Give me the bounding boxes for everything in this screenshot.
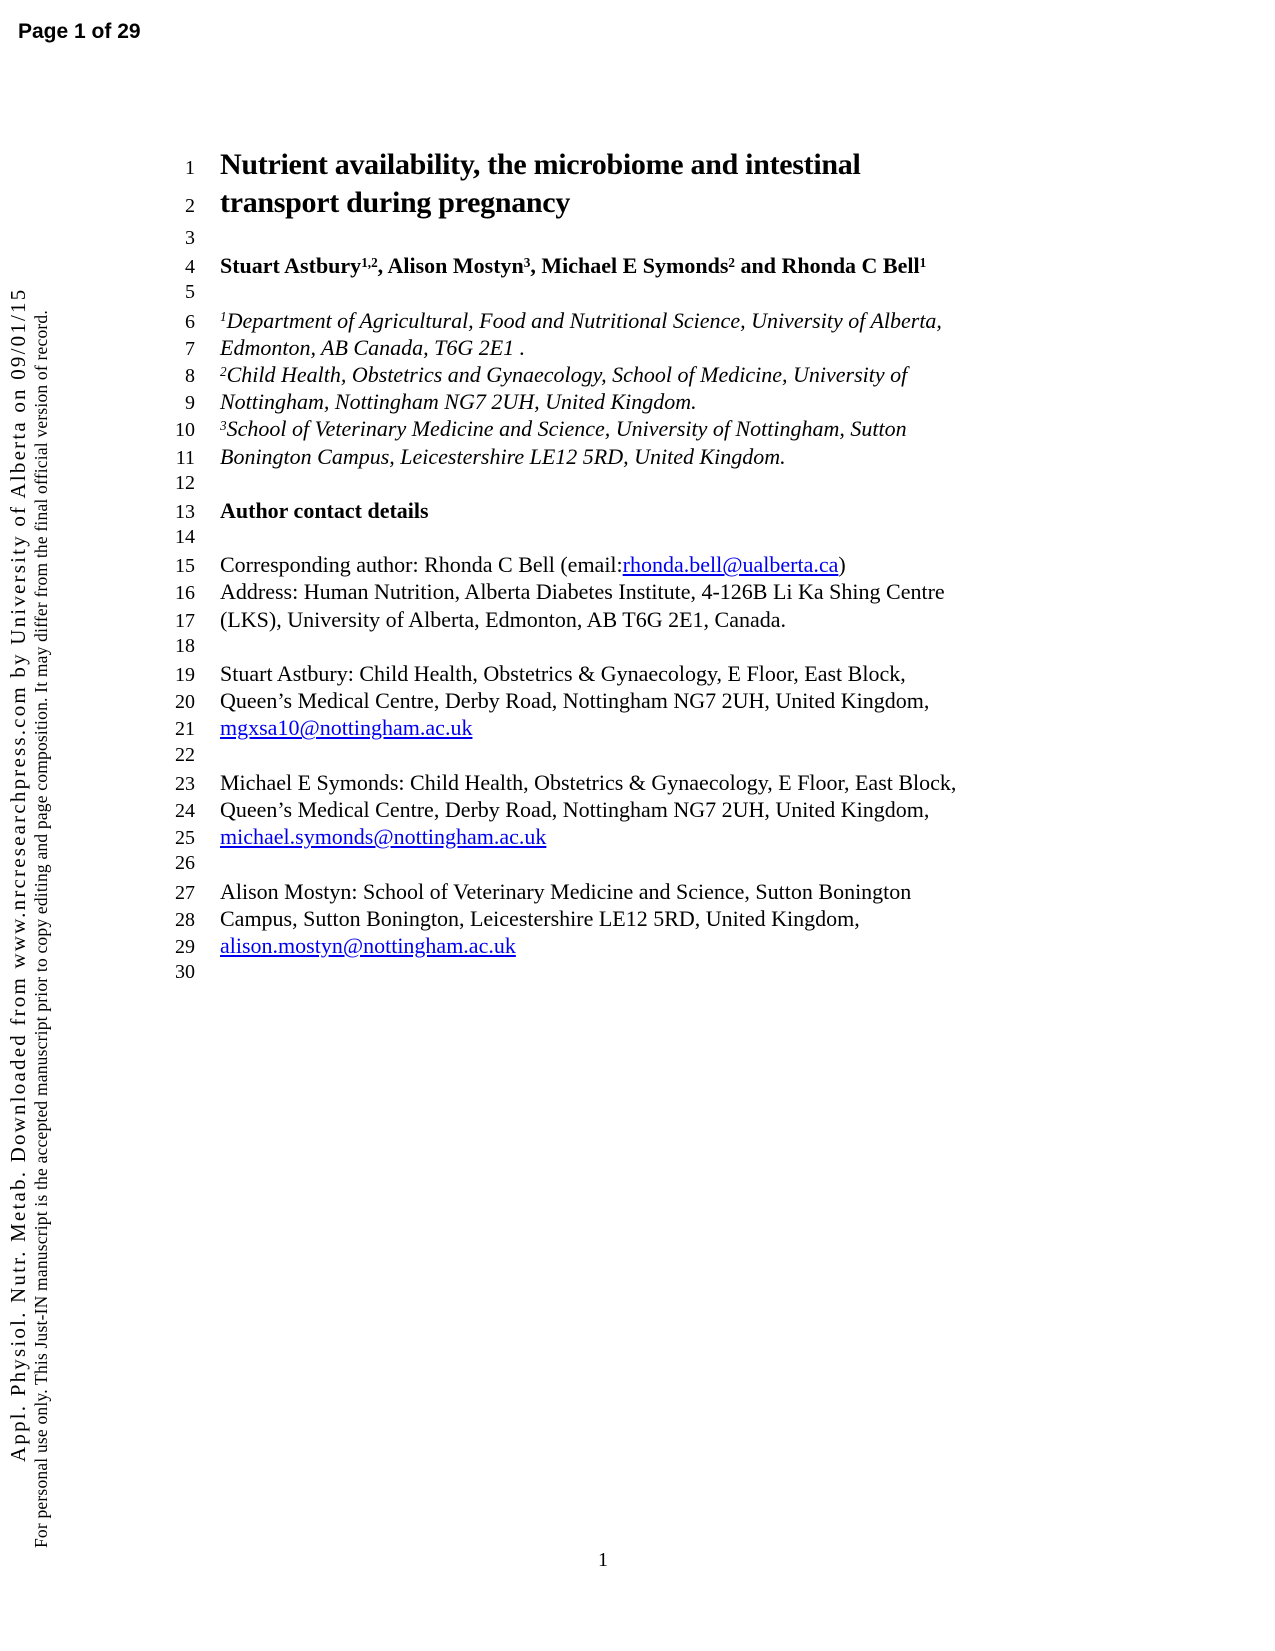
segment-text: Author contact details bbox=[220, 497, 429, 523]
manuscript-line bbox=[163, 796, 1063, 823]
line-number: 12 bbox=[175, 471, 195, 494]
manuscript-line bbox=[163, 660, 1063, 687]
superscript-text: 3 bbox=[220, 417, 227, 433]
manuscript-line bbox=[163, 252, 1063, 279]
page-header: Page 1 of 29 bbox=[18, 20, 141, 43]
segment-text: transport during pregnancy bbox=[220, 186, 571, 219]
line-text bbox=[220, 307, 942, 337]
sidebar-usage-disclaimer: For personal use only. This Just-IN manuscript is the accepted manuscript prior to copy editing and page composition. It may differ from the final official version of record. bbox=[31, 310, 51, 1548]
line-number: 5 bbox=[185, 281, 195, 304]
line-text bbox=[220, 388, 697, 415]
email-link[interactable]: mgxsa10@nottingham.ac.uk bbox=[220, 715, 473, 741]
superscript-text: 2 bbox=[728, 254, 735, 270]
manuscript-line bbox=[163, 334, 1063, 361]
line-number: 11 bbox=[175, 446, 195, 469]
manuscript-line bbox=[163, 606, 1063, 633]
manuscript-lines bbox=[163, 146, 1063, 986]
segment-text: Stuart Astbury bbox=[220, 253, 362, 279]
segment-text: Nutrient availability, the microbiome and intestinal bbox=[220, 148, 861, 181]
line-text bbox=[220, 660, 906, 687]
sidebar-journal-citation: Appl. Physiol. Nutr. Metab. Downloaded from www.nrcresearchpress.com by University of Alberta on 09/01/15 bbox=[6, 287, 30, 1462]
manuscript-line bbox=[163, 850, 1063, 877]
segment-text: Queen’s Medical Centre, Derby Road, Nottingham NG7 2UH, United Kingdom, bbox=[220, 688, 930, 714]
email-link[interactable]: rhonda.bell@ualberta.ca bbox=[622, 552, 839, 578]
manuscript-line bbox=[163, 551, 1063, 578]
segment-text: , Alison Mostyn bbox=[377, 253, 524, 279]
email-link[interactable]: alison.mostyn@nottingham.ac.uk bbox=[220, 932, 516, 958]
line-number: 23 bbox=[175, 772, 195, 795]
manuscript-line bbox=[163, 633, 1063, 660]
line-text bbox=[220, 932, 516, 959]
manuscript-line bbox=[163, 225, 1063, 252]
line-number: 17 bbox=[175, 609, 195, 632]
line-text bbox=[220, 415, 907, 445]
manuscript-line bbox=[163, 361, 1063, 388]
line-number: 10 bbox=[175, 419, 195, 442]
line-number: 30 bbox=[175, 961, 195, 984]
segment-text: Department of Agricultural, Food and Nutritional Science, University of Alberta, bbox=[226, 307, 942, 333]
line-text bbox=[220, 687, 929, 714]
line-number: 22 bbox=[175, 743, 195, 766]
line-number: 3 bbox=[185, 227, 195, 249]
segment-text: Campus, Sutton Bonington, Leicestershire LE12 5RD, United Kingdom, bbox=[220, 905, 860, 931]
line-number: 21 bbox=[175, 718, 195, 741]
manuscript-line bbox=[163, 388, 1063, 415]
manuscript-line bbox=[163, 878, 1063, 905]
segment-text: Address: Human Nutrition, Alberta Diabetes Institute, 4-126B Li Ka Shing Centre bbox=[220, 579, 945, 605]
segment-text: (LKS), University of Alberta, Edmonton, AB T6G 2E1, Canada. bbox=[220, 606, 787, 632]
line-number: 18 bbox=[175, 634, 195, 657]
manuscript-line bbox=[163, 905, 1063, 932]
superscript-text: 1,2 bbox=[361, 254, 378, 270]
line-number: 15 bbox=[175, 555, 195, 578]
line-text bbox=[220, 497, 429, 524]
manuscript-line bbox=[163, 470, 1063, 497]
segment-text: Corresponding author: Rhonda C Bell (email: bbox=[220, 552, 623, 578]
manuscript-title-line bbox=[163, 184, 1063, 222]
line-text bbox=[220, 905, 860, 932]
line-number: 24 bbox=[175, 799, 195, 822]
line-text bbox=[220, 361, 907, 391]
manuscript-line bbox=[163, 279, 1063, 306]
line-number: 27 bbox=[175, 881, 195, 904]
line-text bbox=[220, 823, 546, 850]
manuscript-line bbox=[163, 714, 1063, 741]
line-number: 25 bbox=[175, 827, 195, 850]
line-text bbox=[220, 796, 929, 823]
manuscript-line bbox=[163, 578, 1063, 605]
segment-text: Queen’s Medical Centre, Derby Road, Nottingham NG7 2UH, United Kingdom, bbox=[220, 796, 930, 822]
superscript-text: 2 bbox=[220, 363, 227, 379]
line-text bbox=[220, 714, 472, 741]
manuscript-line bbox=[163, 823, 1063, 850]
line-text bbox=[220, 578, 945, 605]
line-number: 19 bbox=[175, 664, 195, 686]
manuscript-line bbox=[163, 415, 1063, 442]
line-text bbox=[220, 878, 911, 905]
line-number: 20 bbox=[175, 691, 195, 714]
manuscript-line bbox=[163, 687, 1063, 714]
manuscript-line bbox=[163, 959, 1063, 986]
segment-text: , Michael E Symonds bbox=[530, 253, 729, 279]
manuscript-line bbox=[163, 497, 1063, 524]
segment-text: Nottingham, Nottingham NG7 2UH, United Kingdom. bbox=[220, 389, 697, 415]
line-text bbox=[220, 606, 786, 633]
manuscript-line bbox=[163, 742, 1063, 769]
superscript-text: 1 bbox=[220, 309, 227, 325]
line-number: 13 bbox=[175, 500, 195, 523]
line-number: 14 bbox=[175, 526, 195, 549]
segment-text: Alison Mostyn: School of Veterinary Medicine and Science, Sutton Bonington bbox=[220, 878, 912, 904]
manuscript-line bbox=[163, 769, 1063, 796]
line-text bbox=[220, 334, 525, 361]
line-number: 28 bbox=[175, 908, 195, 931]
segment-text: School of Veterinary Medicine and Science, University of Nottingham, Sutton bbox=[226, 416, 907, 442]
superscript-text: 3 bbox=[523, 254, 531, 270]
segment-text: Child Health, Obstetrics and Gynaecology, School of Medicine, University of bbox=[226, 361, 908, 387]
manuscript-line bbox=[163, 307, 1063, 334]
line-number: 1 bbox=[185, 157, 195, 179]
line-number: 16 bbox=[175, 582, 195, 605]
segment-text: and Rhonda C Bell bbox=[734, 253, 920, 279]
manuscript-title-line bbox=[163, 146, 1063, 184]
segment-text: Edmonton, AB Canada, T6G 2E1 . bbox=[220, 334, 526, 360]
segment-text: ) bbox=[838, 552, 846, 578]
email-link[interactable]: michael.symonds@nottingham.ac.uk bbox=[220, 824, 547, 850]
line-number: 4 bbox=[185, 256, 195, 279]
line-text bbox=[220, 184, 570, 222]
segment-text: Stuart Astbury: Child Health, Obstetrics & Gynaecology, E Floor, East Block, bbox=[220, 661, 906, 686]
line-text bbox=[220, 769, 956, 796]
line-number: 7 bbox=[185, 337, 195, 360]
segment-text: Bonington Campus, Leicestershire LE12 5RD, United Kingdom. bbox=[220, 443, 786, 469]
line-number: 2 bbox=[185, 195, 195, 217]
footer-page-number: 1 bbox=[598, 1549, 608, 1571]
line-number: 9 bbox=[185, 392, 195, 415]
line-text bbox=[220, 551, 846, 578]
line-text bbox=[220, 252, 926, 282]
manuscript-line bbox=[163, 932, 1063, 959]
line-text bbox=[220, 443, 786, 470]
manuscript-line bbox=[163, 443, 1063, 470]
line-text bbox=[220, 146, 861, 184]
line-number: 26 bbox=[175, 852, 195, 875]
superscript-text: 1 bbox=[919, 254, 927, 270]
line-number: 6 bbox=[185, 310, 195, 333]
segment-text: Michael E Symonds: Child Health, Obstetrics & Gynaecology, E Floor, East Block, bbox=[220, 769, 957, 795]
line-number: 29 bbox=[175, 935, 195, 958]
line-number: 8 bbox=[185, 364, 195, 387]
manuscript-line bbox=[163, 524, 1063, 551]
